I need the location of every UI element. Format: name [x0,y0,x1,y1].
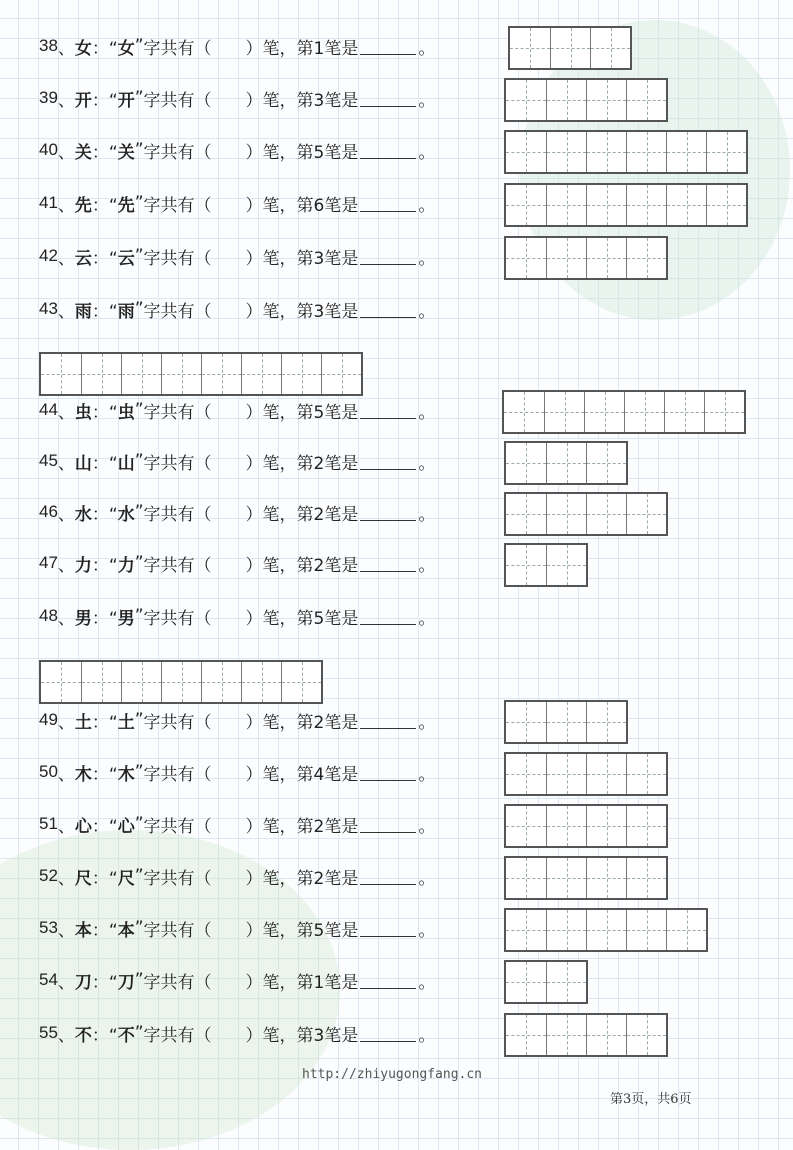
writing-cell[interactable] [626,806,666,846]
question-41: 41 、 先 ：“ 先 ” 字共有（ ）笔，第6笔是 。 [39,189,435,217]
question-53: 53 、 本 ：“ 本 ” 字共有（ ）笔，第5笔是 。 [39,914,435,942]
question-number: 38 [39,36,58,55]
writing-cell[interactable] [41,354,81,394]
writing-cell[interactable] [586,1015,626,1055]
question-number: 50 [39,762,58,781]
writing-grid [504,130,748,174]
answer-blank[interactable] [360,972,416,989]
question-42: 42 、 云 ：“ 云 ” 字共有（ ）笔，第3笔是 。 [39,242,435,270]
writing-grid [504,183,748,227]
writing-grid [504,1013,668,1057]
answer-blank[interactable] [360,301,416,318]
quoted-character: 力 [117,555,135,576]
writing-grid [504,804,668,848]
quoted-character: 男 [117,608,135,629]
question-55: 55 、 不 ：“ 不 ” 字共有（ ）笔，第3笔是 。 [39,1019,435,1047]
question-text: 字共有（ ）笔，第5笔是 [143,608,359,629]
writing-cell[interactable] [586,858,626,898]
question-text: 字共有（ ）笔，第2笔是 [143,555,359,576]
writing-cell[interactable] [706,185,746,225]
question-number: 54 [39,970,58,989]
writing-cell[interactable] [626,132,666,172]
writing-cell[interactable] [546,858,586,898]
quoted-character: 开 [117,90,135,111]
target-character: 虫 [74,402,92,423]
writing-cell[interactable] [201,354,241,394]
writing-cell[interactable] [241,662,281,702]
writing-grid [504,908,708,952]
target-character: 不 [74,1025,92,1046]
writing-cell[interactable] [586,754,626,794]
question-text: 字共有（ ）笔，第3笔是 [143,90,359,111]
question-number: 41 [39,193,58,212]
target-character: 本 [74,920,92,941]
writing-cell[interactable] [706,132,746,172]
writing-cell[interactable] [584,392,624,432]
writing-cell[interactable] [586,702,626,742]
quoted-character: 水 [117,504,135,525]
writing-cell[interactable] [666,132,706,172]
writing-cell[interactable] [81,354,121,394]
writing-grid [504,78,668,122]
writing-cell[interactable] [586,443,626,483]
writing-cell[interactable] [586,806,626,846]
question-44: 44 、 虫 ：“ 虫 ” 字共有（ ）笔，第5笔是 。 [39,396,435,424]
writing-cell[interactable] [506,702,546,742]
quoted-character: 本 [117,920,135,941]
writing-grid [39,660,323,704]
quoted-character: 木 [117,764,135,785]
writing-cell[interactable] [506,754,546,794]
target-character: 云 [74,248,92,269]
writing-cell[interactable] [626,238,666,278]
question-49: 49 、 土 ：“ 土 ” 字共有（ ）笔，第2笔是 。 [39,706,435,734]
question-number: 47 [39,553,58,572]
quoted-character: 云 [117,248,135,269]
writing-cell[interactable] [281,354,321,394]
target-character: 关 [74,142,92,163]
question-number: 39 [39,88,58,107]
writing-cell[interactable] [546,545,586,585]
writing-cell[interactable] [546,1015,586,1055]
writing-cell[interactable] [506,1015,546,1055]
writing-cell[interactable] [506,545,546,585]
answer-blank[interactable] [360,1025,416,1042]
writing-cell[interactable] [506,494,546,534]
writing-cell[interactable] [544,392,584,432]
writing-grid [504,856,668,900]
writing-cell[interactable] [586,910,626,950]
quoted-character: 雨 [117,301,135,322]
question-number: 45 [39,451,58,470]
answer-blank[interactable] [360,453,416,470]
target-character: 尺 [74,868,92,889]
question-number: 55 [39,1023,58,1042]
question-number: 48 [39,606,58,625]
writing-cell[interactable] [506,132,546,172]
question-text: 字共有（ ）笔，第5笔是 [143,142,359,163]
question-54: 54 、 刀 ：“ 刀 ” 字共有（ ）笔，第1笔是 。 [39,966,435,994]
question-text: 字共有（ ）笔，第2笔是 [143,868,359,889]
target-character: 木 [74,764,92,785]
answer-blank[interactable] [360,868,416,885]
question-text: 字共有（ ）笔，第4笔是 [143,764,359,785]
quoted-character: 尺 [117,868,135,889]
writing-cell[interactable] [626,185,666,225]
writing-cell[interactable] [506,962,546,1002]
question-text: 字共有（ ）笔，第1笔是 [143,38,359,59]
writing-cell[interactable] [161,354,201,394]
writing-grid [504,441,628,485]
writing-cell[interactable] [626,910,666,950]
answer-blank[interactable] [360,555,416,572]
writing-cell[interactable] [281,662,321,702]
writing-cell[interactable] [506,185,546,225]
writing-cell[interactable] [546,185,586,225]
question-number: 53 [39,918,58,937]
question-43: 43 、 雨 ：“ 雨 ” 字共有（ ）笔，第3笔是 。 [39,295,435,323]
question-text: 字共有（ ）笔，第2笔是 [143,504,359,525]
question-text: 字共有（ ）笔，第3笔是 [143,248,359,269]
quoted-character: 刀 [117,972,135,993]
answer-blank[interactable] [360,90,416,107]
writing-cell[interactable] [590,28,630,68]
answer-blank[interactable] [360,142,416,159]
writing-cell[interactable] [241,354,281,394]
question-48: 48 、 男 ：“ 男 ” 字共有（ ）笔，第5笔是 。 [39,602,435,630]
target-character: 土 [74,712,92,733]
page-number: 第3页，共6页 [610,1092,692,1107]
question-text: 字共有（ ）笔，第5笔是 [143,402,359,423]
writing-cell[interactable] [546,80,586,120]
writing-cell[interactable] [626,754,666,794]
question-text: 字共有（ ）笔，第3笔是 [143,1025,359,1046]
writing-cell[interactable] [550,28,590,68]
quoted-character: 心 [117,816,135,837]
writing-cell[interactable] [586,80,626,120]
quoted-character: 不 [117,1025,135,1046]
writing-cell[interactable] [546,962,586,1002]
question-46: 46 、 水 ：“ 水 ” 字共有（ ）笔，第2笔是 。 [39,498,435,526]
writing-cell[interactable] [81,662,121,702]
writing-grid [504,752,668,796]
writing-cell[interactable] [666,185,706,225]
writing-cell[interactable] [546,754,586,794]
writing-cell[interactable] [121,354,161,394]
answer-blank[interactable] [360,195,416,212]
writing-cell[interactable] [506,80,546,120]
target-character: 雨 [74,301,92,322]
question-51: 51 、 心 ：“ 心 ” 字共有（ ）笔，第2笔是 。 [39,810,435,838]
writing-cell[interactable] [546,806,586,846]
answer-blank[interactable] [360,712,416,729]
writing-grid [504,236,668,280]
writing-cell[interactable] [506,238,546,278]
writing-cell[interactable] [121,662,161,702]
writing-cell[interactable] [586,185,626,225]
writing-cell[interactable] [626,858,666,898]
writing-cell[interactable] [586,494,626,534]
question-52: 52 、 尺 ：“ 尺 ” 字共有（ ）笔，第2笔是 。 [39,862,435,890]
writing-cell[interactable] [546,494,586,534]
quoted-character: 虫 [117,402,135,423]
writing-cell[interactable] [546,443,586,483]
answer-blank[interactable] [360,38,416,55]
question-text: 字共有（ ）笔，第2笔是 [143,816,359,837]
question-number: 51 [39,814,58,833]
target-character: 心 [74,816,92,837]
writing-cell[interactable] [41,662,81,702]
writing-grid [504,960,588,1004]
footer-url: http://zhiyugongfang.cn [302,1067,483,1082]
question-45: 45 、 山 ：“ 山 ” 字共有（ ）笔，第2笔是 。 [39,447,435,475]
question-39: 39 、 开 ：“ 开 ” 字共有（ ）笔，第3笔是 。 [39,84,435,112]
writing-cell[interactable] [506,806,546,846]
question-text: 字共有（ ）笔，第1笔是 [143,972,359,993]
answer-blank[interactable] [360,920,416,937]
answer-blank[interactable] [360,402,416,419]
question-number: 46 [39,502,58,521]
target-character: 刀 [74,972,92,993]
writing-cell[interactable] [586,238,626,278]
answer-blank[interactable] [360,764,416,781]
question-47: 47 、 力 ：“ 力 ” 字共有（ ）笔，第2笔是 。 [39,549,435,577]
writing-grid [504,700,628,744]
writing-cell[interactable] [546,132,586,172]
writing-cell[interactable] [704,392,744,432]
target-character: 山 [74,453,92,474]
quoted-character: 女 [117,38,135,59]
quoted-character: 山 [117,453,135,474]
writing-cell[interactable] [546,238,586,278]
writing-cell[interactable] [546,910,586,950]
writing-cell[interactable] [666,910,706,950]
question-40: 40 、 关 ：“ 关 ” 字共有（ ）笔，第5笔是 。 [39,136,435,164]
writing-cell[interactable] [626,80,666,120]
answer-blank[interactable] [360,816,416,833]
writing-cell[interactable] [626,494,666,534]
answer-blank[interactable] [360,504,416,521]
question-number: 43 [39,299,58,318]
quoted-character: 土 [117,712,135,733]
writing-grid [504,492,668,536]
answer-blank[interactable] [360,248,416,265]
writing-cell[interactable] [546,702,586,742]
question-number: 49 [39,710,58,729]
answer-blank[interactable] [360,608,416,625]
writing-cell[interactable] [321,354,361,394]
writing-cell[interactable] [506,858,546,898]
writing-cell[interactable] [664,392,704,432]
writing-cell[interactable] [624,392,664,432]
writing-cell[interactable] [506,910,546,950]
question-text: 字共有（ ）笔，第2笔是 [143,453,359,474]
writing-cell[interactable] [586,132,626,172]
writing-grid [504,543,588,587]
writing-grid [508,26,632,70]
writing-grid [502,390,746,434]
target-character: 先 [74,195,92,216]
writing-cell[interactable] [201,662,241,702]
target-character: 男 [74,608,92,629]
question-text: 字共有（ ）笔，第6笔是 [143,195,359,216]
question-number: 52 [39,866,58,885]
question-text: 字共有（ ）笔，第3笔是 [143,301,359,322]
target-character: 开 [74,90,92,111]
question-50: 50 、 木 ：“ 木 ” 字共有（ ）笔，第4笔是 。 [39,758,435,786]
question-38: 38 、 女 ：“ 女 ” 字共有（ ）笔，第1笔是 。 [39,32,435,60]
target-character: 力 [74,555,92,576]
question-text: 字共有（ ）笔，第2笔是 [143,712,359,733]
quoted-character: 关 [117,142,135,163]
question-number: 44 [39,400,58,419]
target-character: 水 [74,504,92,525]
question-number: 42 [39,246,58,265]
writing-cell[interactable] [510,28,550,68]
quoted-character: 先 [117,195,135,216]
question-text: 字共有（ ）笔，第5笔是 [143,920,359,941]
writing-cell[interactable] [161,662,201,702]
writing-grid [39,352,363,396]
target-character: 女 [74,38,92,59]
writing-cell[interactable] [506,443,546,483]
writing-cell[interactable] [626,1015,666,1055]
writing-cell[interactable] [504,392,544,432]
question-number: 40 [39,140,58,159]
